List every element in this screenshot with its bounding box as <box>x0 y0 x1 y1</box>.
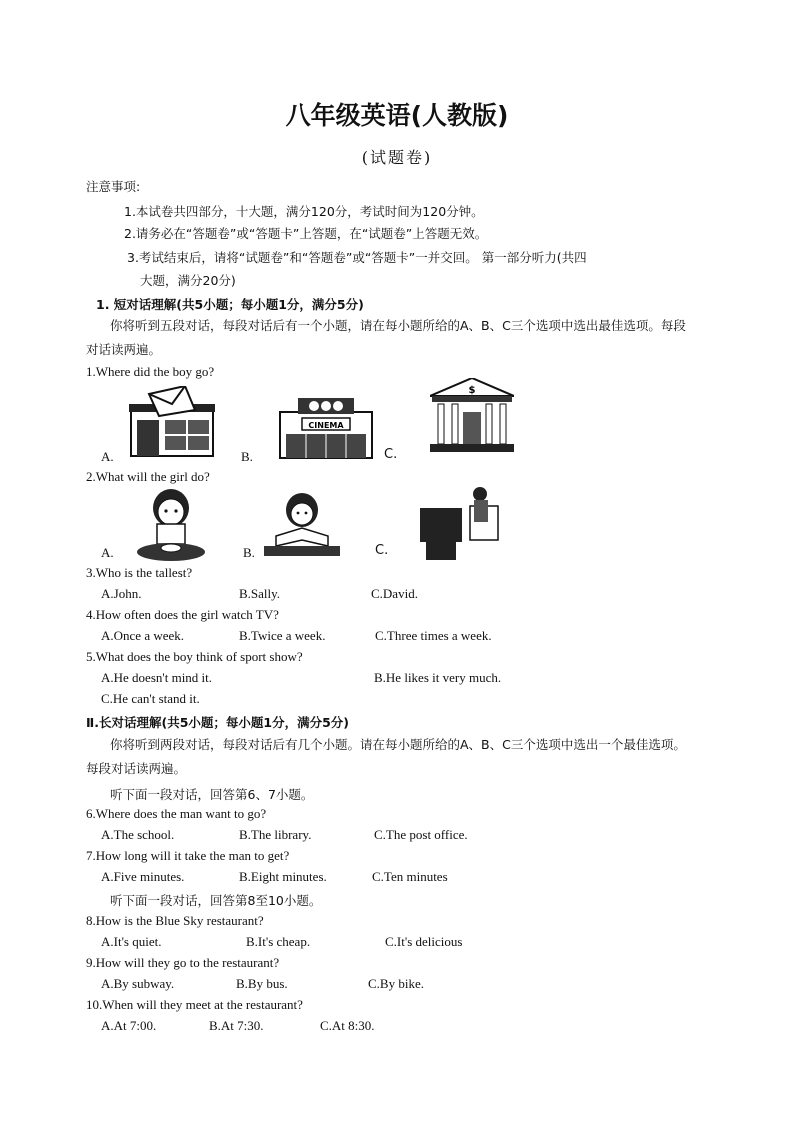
notice-item-1: 1.本试卷共四部分，十大题，满分120分，考试时间为120分钟。 <box>124 204 484 219</box>
question-7: 7.How long will it take the man to get? <box>86 848 290 863</box>
q10-option-a: A.At 7:00. <box>101 1018 157 1033</box>
post-office-image <box>127 386 217 458</box>
q4-option-c: C.Three times a week. <box>375 628 492 643</box>
q7-option-a: A.Five minutes. <box>101 869 185 884</box>
q1-option-c-label: C. <box>384 447 398 462</box>
q6-option-c: C.The post office. <box>374 827 468 842</box>
q10-option-c: C.At 8:30. <box>320 1018 375 1033</box>
q8-option-c: C.It's delicious <box>385 934 463 949</box>
girl-eating-image <box>135 488 207 562</box>
q3-option-a: A.John. <box>101 586 142 601</box>
q9-option-b: B.By bus. <box>236 976 288 991</box>
question-3: 3.Who is the tallest? <box>86 565 193 580</box>
question-2: 2.What will the girl do? <box>86 469 210 484</box>
section2-instructions: 你将听到两段对话，每段对话后有几个小题。请在每小题所给的A、B、C三个选项中选出一个最佳选项。每段对话读两遍。 <box>86 737 686 776</box>
q10-option-b: B.At 7:30. <box>209 1018 264 1033</box>
q7-option-c: C.Ten minutes <box>372 869 448 884</box>
q2-option-c-label: C. <box>375 543 389 558</box>
notice-item-2: 2.请务必在“答题卷”或“答题卡”上答题，在“试题卷”上答题无效。 <box>124 226 488 241</box>
q5-option-c: C.He can't stand it. <box>101 691 200 706</box>
question-6: 6.Where does the man want to go? <box>86 806 267 821</box>
q5-option-a: A.He doesn't mind it. <box>101 670 213 685</box>
q4-option-b: B.Twice a week. <box>239 628 326 643</box>
question-5: 5.What does the boy think of sport show? <box>86 649 303 664</box>
q2-option-a-label: A. <box>101 545 114 560</box>
q5-option-b: B.He likes it very much. <box>374 670 502 685</box>
notice-heading: 注意事项: <box>86 179 141 194</box>
notice-item-3-cont: 大题，满分20分) <box>140 273 236 288</box>
section2-note-2: 听下面一段对话，回答第8至10小题。 <box>110 893 322 908</box>
page-title: 八年级英语(人教版) <box>285 101 509 130</box>
q3-option-b: B.Sally. <box>239 586 281 601</box>
q6-option-b: B.The library. <box>239 827 312 842</box>
q6-option-a: A.The school. <box>101 827 175 842</box>
bank-sign-text: $ <box>468 385 476 396</box>
section2-note-1: 听下面一段对话，回答第6、7小题。 <box>110 787 314 802</box>
cinema-image <box>278 398 374 460</box>
question-9: 9.How will they go to the restaurant? <box>86 955 280 970</box>
watching-tv-image <box>418 486 502 562</box>
q3-option-c: C.David. <box>371 586 418 601</box>
girl-reading-image <box>262 492 342 558</box>
q8-option-b: B.It's cheap. <box>246 934 311 949</box>
section2-heading: Ⅱ.长对话理解(共5小题；每小题1分，满分5分) <box>86 715 350 730</box>
question-1: 1.Where did the boy go? <box>86 364 215 379</box>
q9-option-a: A.By subway. <box>101 976 175 991</box>
page-subtitle: (试题卷) <box>361 148 433 167</box>
bank-image <box>430 378 514 452</box>
q1-option-a-label: A. <box>101 449 114 464</box>
section1-heading: 1. 短对话理解(共5小题；每小题1分，满分5分) <box>96 297 364 312</box>
question-10: 10.When will they meet at the restaurant? <box>86 997 303 1012</box>
q4-option-a: A.Once a week. <box>101 628 185 643</box>
q9-option-c: C.By bike. <box>368 976 424 991</box>
question-8: 8.How is the Blue Sky restaurant? <box>86 913 264 928</box>
cinema-sign-text: CINEMA <box>308 421 344 430</box>
section1-instructions: 你将听到五段对话，每段对话后有一个小题，请在每小题所给的A、B、C三个选项中选出最佳选项。每段对话读两遍。 <box>86 318 686 357</box>
q8-option-a: A.It's quiet. <box>101 934 162 949</box>
question-4: 4.How often does the girl watch TV? <box>86 607 279 622</box>
q7-option-b: B.Eight minutes. <box>239 869 327 884</box>
notice-item-3: 3.考试结束后，请将“试题卷”和“答题卷”或“答题卡”一并交回。 第一部分听力(共四 <box>127 250 587 265</box>
q2-option-b-label: B. <box>243 545 255 560</box>
q1-option-b-label: B. <box>241 449 253 464</box>
